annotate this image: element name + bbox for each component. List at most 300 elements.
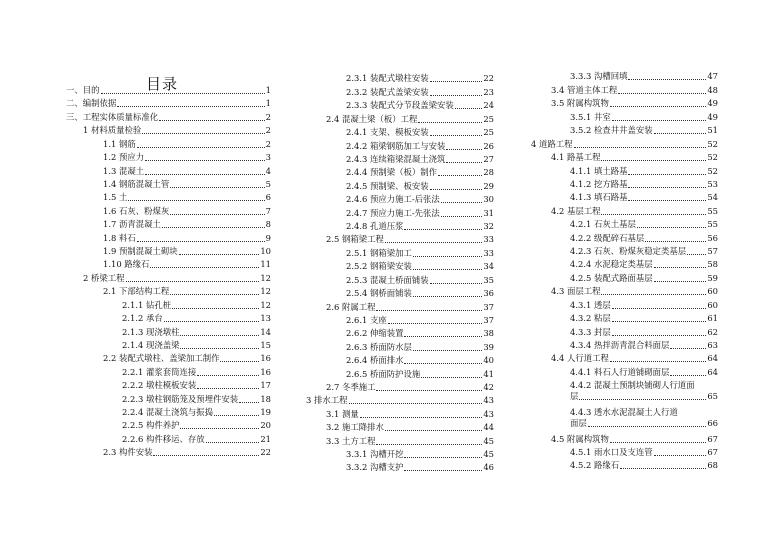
toc-leader-dots	[170, 294, 259, 295]
toc-entry[interactable]	[570, 407, 718, 429]
toc-leader-dots	[360, 417, 483, 418]
toc-entry-title: 4.3.3 封层	[570, 327, 611, 337]
toc-leader-dots	[579, 399, 706, 400]
toc-leader-dots	[117, 106, 264, 107]
toc-page-number: 35	[483, 275, 494, 285]
toc-page-number: 37	[483, 315, 494, 325]
toc-page-number: 61	[707, 313, 718, 323]
toc-page-number: 46	[483, 462, 494, 472]
toc-entry-title: 2.5 钢箱梁工程	[326, 234, 384, 244]
toc-page-number: 14	[260, 327, 271, 337]
toc-entry-title-line: 面层	[570, 418, 587, 428]
toc-page-number: 38	[483, 328, 494, 338]
toc-entry[interactable]	[122, 380, 271, 391]
toc-entry-title: 1 材料质量检验	[83, 125, 142, 135]
toc-page-number: 45	[483, 436, 494, 446]
toc-page-number: 42	[483, 382, 494, 392]
toc-entry-title: 2.3.2 装配式盖梁安装	[346, 87, 429, 97]
toc-page-number: 43	[483, 395, 494, 405]
toc-entry[interactable]	[570, 367, 718, 378]
toc-page-number: 64	[707, 367, 718, 377]
toc-entry-title: 2.2.4 混凝土浇筑与振捣	[122, 407, 213, 417]
toc-page-number: 12	[260, 300, 271, 310]
toc-entry[interactable]	[326, 302, 494, 313]
toc-leader-dots	[654, 281, 707, 282]
toc-entry[interactable]	[570, 313, 718, 324]
toc-leader-dots	[612, 308, 707, 309]
toc-entry[interactable]	[103, 139, 271, 150]
toc-entry-title: 3.4 管道主体工程	[551, 85, 618, 95]
toc-leader-dots	[162, 227, 265, 228]
toc-entry[interactable]	[326, 114, 494, 125]
toc-leader-dots	[180, 335, 259, 336]
toc-page-number: 28	[483, 167, 494, 177]
toc-leader-dots	[446, 162, 482, 163]
toc-leader-dots	[137, 147, 265, 148]
toc-entry-title: 1.6 石灰、粉煤灰	[103, 206, 170, 216]
toc-leader-dots	[654, 267, 707, 268]
toc-entry[interactable]	[570, 327, 718, 338]
toc-page-number: 18	[260, 394, 271, 404]
toc-entry[interactable]	[122, 407, 271, 418]
toc-page-number: 20	[260, 420, 271, 430]
toc-page-number: 22	[260, 447, 271, 457]
toc-entry-title: 2.1.1 钻孔桩	[122, 300, 172, 310]
toc-entry[interactable]	[346, 221, 494, 232]
toc-leader-dots	[588, 426, 707, 427]
toc-entry[interactable]	[326, 436, 494, 447]
toc-entry-title-line: 4.4.2 混凝土预制块铺砌人行道面	[570, 380, 695, 390]
toc-leader-dots	[612, 335, 707, 336]
toc-entry[interactable]	[122, 367, 271, 378]
toc-entry[interactable]	[346, 181, 494, 192]
toc-entry[interactable]	[122, 340, 271, 351]
toc-page-number: 52	[707, 152, 718, 162]
toc-leader-dots	[628, 200, 706, 201]
toc-page-number: 2	[265, 112, 271, 122]
toc-page-number: 55	[707, 206, 718, 216]
toc-entry[interactable]	[570, 192, 718, 203]
toc-page-number: 7	[265, 206, 271, 216]
toc-leader-dots	[413, 256, 482, 257]
toc-entry[interactable]	[306, 395, 494, 406]
toc-entry-title: 3.3 土方工程	[326, 436, 376, 446]
toc-entry[interactable]	[346, 127, 494, 138]
toc-leader-dots	[455, 108, 483, 109]
toc-page-number: 17	[260, 380, 271, 390]
toc-entry[interactable]	[66, 85, 271, 96]
toc-page-number: 23	[483, 87, 494, 97]
toc-leader-dots	[404, 470, 482, 471]
toc-entry[interactable]	[346, 315, 494, 326]
toc-page-number: 31	[483, 208, 494, 218]
toc-entry-title: 2.3 构件安装	[103, 447, 153, 457]
toc-page-number: 67	[707, 447, 718, 457]
toc-page-number: 24	[483, 100, 494, 110]
toc-entry[interactable]	[570, 71, 718, 82]
toc-page-number: 52	[707, 166, 718, 176]
toc-page-number: 9	[265, 233, 271, 243]
toc-entry-title: 4.2.3 石灰、粉煤灰稳定类基层	[570, 246, 687, 256]
toc-entry[interactable]	[570, 259, 718, 270]
toc-entry[interactable]	[346, 342, 494, 353]
toc-page-number: 3	[265, 152, 271, 162]
toc-entry[interactable]	[326, 422, 494, 433]
toc-entry[interactable]	[346, 154, 494, 165]
toc-entry-title: 1.10 路缘石	[103, 259, 150, 269]
toc-entry[interactable]	[122, 327, 271, 338]
toc-page-number: 49	[707, 112, 718, 122]
toc-page-number: 49	[707, 98, 718, 108]
toc-entry[interactable]	[103, 447, 271, 458]
toc-entry[interactable]	[346, 100, 494, 111]
toc-entry-title: 1.1 钢筋	[103, 139, 136, 149]
toc-page-number: 68	[707, 460, 718, 470]
toc-entry[interactable]	[346, 261, 494, 272]
toc-entry-title: 2.4.2 箱梁钢筋加工与安装	[346, 141, 446, 151]
toc-leader-dots	[670, 348, 706, 349]
toc-entry[interactable]	[346, 288, 494, 299]
toc-entry-title: 2.4.5 预制梁、板安装	[346, 181, 429, 191]
toc-leader-dots	[670, 375, 706, 376]
toc-entry-title: 2.4.6 预应力施工-后张法	[346, 194, 440, 204]
toc-entry-title: 2.1.4 现浇盖梁	[122, 340, 180, 350]
toc-page-number: 2	[265, 139, 271, 149]
toc-leader-dots	[654, 455, 707, 456]
toc-entry-title: 1.4 钢筋混凝土管	[103, 179, 170, 189]
toc-entry[interactable]	[103, 259, 271, 270]
toc-entry-title: 4.3.4 热拌沥青混合料面层	[570, 340, 670, 350]
toc-entry-title: 4 道路工程	[531, 139, 573, 149]
toc-page-number: 12	[260, 273, 271, 283]
toc-entry[interactable]	[326, 382, 494, 393]
toc-leader-dots	[404, 229, 482, 230]
toc-leader-dots	[388, 323, 483, 324]
toc-entry-title: 2 桥梁工程	[83, 273, 125, 283]
toc-entry-title: 2.1 下部结构工程	[103, 286, 170, 296]
toc-entry-title: 3.5.1 井室	[570, 112, 611, 122]
toc-leader-dots	[645, 241, 706, 242]
toc-entry[interactable]	[551, 286, 718, 297]
toc-page-number: 33	[483, 234, 494, 244]
toc-leader-dots	[197, 375, 259, 376]
toc-entry[interactable]	[326, 409, 494, 420]
toc-entry-title: 2.2.2 墩柱模板安装	[122, 380, 197, 390]
toc-page-number: 37	[483, 302, 494, 312]
toc-page-number: 21	[260, 434, 271, 444]
toc-leader-dots	[349, 403, 483, 404]
toc-page-number: 1	[265, 85, 271, 95]
toc-page-number: 51	[707, 125, 718, 135]
toc-leader-dots	[126, 281, 260, 282]
toc-entry[interactable]	[103, 233, 271, 244]
toc-leader-dots	[612, 120, 707, 121]
toc-entry-title: 4.5.2 路缘石	[570, 460, 620, 470]
toc-leader-dots	[180, 348, 259, 349]
toc-leader-dots	[239, 402, 259, 403]
toc-entry-title: 3.5 附属构筑物	[551, 98, 609, 108]
toc-entry[interactable]	[551, 152, 718, 163]
toc-entry[interactable]	[346, 328, 494, 339]
toc-page-number: 5	[265, 179, 271, 189]
toc-entry[interactable]	[531, 139, 718, 150]
toc-page-number: 60	[707, 286, 718, 296]
toc-entry-title: 3.3.3 沟槽回填	[570, 71, 628, 81]
toc-entry[interactable]	[570, 460, 718, 471]
toc-leader-dots	[150, 267, 259, 268]
toc-entry[interactable]	[346, 73, 494, 84]
toc-entry-title: 4.2 基层工程	[551, 206, 601, 216]
toc-leader-dots	[170, 214, 264, 215]
toc-entry[interactable]	[83, 273, 271, 284]
toc-entry[interactable]	[346, 449, 494, 460]
toc-entry-title: 4.5 附属构筑物	[551, 434, 609, 444]
toc-leader-dots	[142, 133, 264, 134]
toc-leader-dots	[172, 308, 259, 309]
toc-leader-dots	[164, 321, 260, 322]
toc-entry[interactable]	[103, 192, 271, 203]
toc-leader-dots	[137, 241, 265, 242]
toc-entry[interactable]	[103, 166, 271, 177]
toc-entry-title: 2.5.1 钢箱梁加工	[346, 248, 412, 258]
toc-entry-title: 2.5.4 钢桥面铺装	[346, 288, 412, 298]
toc-page-number: 34	[483, 261, 494, 271]
toc-page-number: 53	[707, 179, 718, 189]
toc-page-number: 27	[483, 154, 494, 164]
toc-entry[interactable]	[551, 85, 718, 96]
toc-entry-title: 二、编制依据	[66, 98, 117, 108]
toc-entry[interactable]	[103, 286, 271, 297]
toc-page-number: 22	[483, 73, 494, 83]
toc-entry-title: 2.4.3 连续箱梁混凝土浇筑	[346, 154, 446, 164]
toc-page-number: 11	[260, 259, 271, 269]
toc-page-number: 62	[707, 327, 718, 337]
toc-leader-dots	[376, 390, 482, 391]
toc-entry[interactable]	[570, 340, 718, 351]
toc-entry[interactable]	[570, 447, 718, 458]
toc-entry[interactable]	[346, 87, 494, 98]
toc-entry-title: 4.4.1 料石人行道铺砌面层	[570, 367, 670, 377]
toc-entry-title: 1.8 料石	[103, 233, 136, 243]
toc-page-number: 30	[483, 194, 494, 204]
toc-leader-dots	[404, 363, 482, 364]
toc-entry[interactable]	[570, 112, 718, 123]
toc-entry-title: 2.7 冬季施工	[326, 382, 376, 392]
toc-leader-dots	[145, 160, 265, 161]
toc-leader-dots	[446, 149, 482, 150]
toc-entry[interactable]	[570, 125, 718, 136]
toc-entry-title: 2.4 混凝土梁（板）工程	[326, 114, 418, 124]
toc-leader-dots	[610, 442, 706, 443]
toc-leader-dots	[610, 361, 706, 362]
toc-page-number: 41	[483, 369, 494, 379]
toc-entry-title-line: 层	[570, 391, 579, 401]
toc-entry[interactable]	[551, 98, 718, 109]
toc-entry-title: 2.6.4 桥面排水	[346, 355, 404, 365]
toc-page-number: 32	[483, 221, 494, 231]
toc-entry[interactable]	[103, 206, 271, 217]
toc-entry[interactable]	[83, 125, 271, 136]
toc-entry-title: 3.2 施工降排水	[326, 422, 384, 432]
toc-entry-title: 4.2.5 装配式路面基层	[570, 273, 653, 283]
toc-leader-dots	[180, 428, 259, 429]
toc-entry-title: 一、目的	[66, 85, 100, 95]
toc-entry-title: 3.5.2 检查井井盖安装	[570, 125, 653, 135]
toc-leader-dots	[612, 321, 707, 322]
toc-entry-title: 2.2.6 构件移运、存放	[122, 434, 205, 444]
toc-leader-dots	[214, 415, 259, 416]
toc-leader-dots	[376, 444, 482, 445]
toc-page-number: 25	[483, 114, 494, 124]
toc-entry[interactable]	[326, 234, 494, 245]
toc-leader-dots	[413, 296, 482, 297]
toc-entry-title: 2.6.2 伸缩装置	[346, 328, 404, 338]
toc-entry[interactable]	[570, 273, 718, 284]
toc-entry-title: 1.3 混凝土	[103, 166, 145, 176]
toc-entry[interactable]	[346, 355, 494, 366]
toc-entry-title: 2.6.5 桥面防护设施	[346, 369, 421, 379]
toc-leader-dots	[628, 174, 706, 175]
toc-entry[interactable]	[346, 275, 494, 286]
toc-leader-dots	[654, 133, 707, 134]
toc-page-number: 57	[707, 246, 718, 256]
toc-entry-title: 1.7 沥青混凝土	[103, 219, 161, 229]
toc-page-number: 52	[707, 139, 718, 149]
toc-leader-dots	[145, 174, 265, 175]
toc-leader-dots	[179, 254, 260, 255]
toc-entry[interactable]	[346, 369, 494, 380]
toc-entry[interactable]	[103, 353, 271, 364]
toc-leader-dots	[637, 227, 706, 228]
toc-entry[interactable]	[346, 248, 494, 259]
toc-entry[interactable]	[103, 152, 271, 163]
toc-page-number: 33	[483, 248, 494, 258]
toc-entry-title: 1.2 预应力	[103, 152, 145, 162]
toc-entry[interactable]	[66, 112, 271, 123]
toc-leader-dots	[404, 336, 482, 337]
toc-entry-title: 4.2.4 水泥稳定类基层	[570, 259, 653, 269]
toc-page-number: 25	[483, 127, 494, 137]
toc-entry-title: 三、工程实体质量标准化	[66, 112, 159, 122]
toc-leader-dots	[430, 189, 483, 190]
toc-page-number: 16	[260, 367, 271, 377]
toc-entry[interactable]	[346, 167, 494, 178]
toc-entry-title: 3 排水工程	[306, 395, 348, 405]
toc-entry-title: 2.6 附属工程	[326, 302, 376, 312]
toc-entry[interactable]	[66, 98, 271, 109]
toc-entry[interactable]	[551, 206, 718, 217]
toc-leader-dots	[574, 147, 707, 148]
toc-entry[interactable]	[570, 219, 718, 230]
toc-entry[interactable]	[122, 434, 271, 445]
toc-page-number: 26	[483, 141, 494, 151]
toc-entry[interactable]	[551, 353, 718, 364]
toc-entry-title: 4.1.2 挖方路基	[570, 179, 628, 189]
toc-leader-dots	[421, 377, 482, 378]
toc-entry[interactable]	[346, 194, 494, 205]
toc-leader-dots	[601, 294, 706, 295]
toc-page-number: 54	[707, 192, 718, 202]
toc-page-number: 55	[707, 219, 718, 229]
toc-page-number: 64	[707, 353, 718, 363]
toc-page-number: 39	[483, 342, 494, 352]
toc-entry-title: 2.4.1 支架、模板安装	[346, 127, 429, 137]
toc-leader-dots	[687, 254, 706, 255]
toc-entry[interactable]	[570, 380, 718, 402]
toc-entry[interactable]	[551, 434, 718, 445]
toc-entry[interactable]	[103, 219, 271, 230]
toc-entry-title: 2.2.3 墩柱钢筋笼及预埋件安装	[122, 394, 239, 404]
toc-leader-dots	[620, 468, 706, 469]
toc-entry-title: 3.3.2 沟槽支护	[346, 462, 404, 472]
toc-entry-title: 4.3 面层工程	[551, 286, 601, 296]
toc-leader-dots	[385, 430, 482, 431]
toc-entry-title: 3.3.1 沟槽开挖	[346, 449, 404, 459]
toc-entry-title: 4.3.2 粘层	[570, 313, 611, 323]
toc-entry[interactable]	[570, 233, 718, 244]
toc-leader-dots	[628, 187, 706, 188]
toc-leader-dots	[128, 200, 264, 201]
toc-entry[interactable]	[122, 420, 271, 431]
toc-leader-dots	[438, 175, 482, 176]
toc-entry-title: 2.3.3 装配式分节段盖梁安装	[346, 100, 454, 110]
toc-page-number: 45	[483, 449, 494, 459]
toc-page-number: 67	[707, 434, 718, 444]
toc-entry-title: 4.3.1 透层	[570, 300, 611, 310]
toc-leader-dots	[430, 95, 483, 96]
toc-entry[interactable]	[122, 300, 271, 311]
toc-leader-dots	[153, 455, 259, 456]
toc-entry-title: 4.4 人行道工程	[551, 353, 609, 363]
toc-page-number: 40	[483, 355, 494, 365]
toc-entry-title: 4.5.1 雨水口及支连管	[570, 447, 653, 457]
toc-entry[interactable]	[570, 179, 718, 190]
toc-leader-dots	[159, 120, 265, 121]
toc-page-number: 44	[483, 422, 494, 432]
toc-entry-title: 2.1.2 承台	[122, 313, 163, 323]
toc-entry-title-line: 4.4.3 透水水泥混凝土人行道	[570, 407, 678, 417]
toc-leader-dots	[441, 202, 483, 203]
toc-entry[interactable]	[346, 141, 494, 152]
toc-entry[interactable]	[346, 462, 494, 473]
toc-page-number: 66	[707, 418, 718, 428]
toc-entry[interactable]	[346, 208, 494, 219]
toc-entry-title: 1.9 预制混凝土砌块	[103, 246, 178, 256]
toc-page-number: 47	[707, 71, 718, 81]
toc-page-number: 48	[707, 85, 718, 95]
toc-entry[interactable]	[570, 166, 718, 177]
toc-entry[interactable]	[570, 246, 718, 257]
toc-entry[interactable]	[122, 313, 271, 324]
toc-entry-title: 2.4.4 预制梁（板）制作	[346, 167, 437, 177]
toc-entry[interactable]	[103, 179, 271, 190]
toc-leader-dots	[430, 81, 483, 82]
toc-leader-dots	[197, 388, 259, 389]
toc-entry[interactable]	[103, 246, 271, 257]
toc-leader-dots	[101, 93, 265, 94]
toc-page-number: 12	[260, 286, 271, 296]
toc-entry-title: 2.6.1 支座	[346, 315, 387, 325]
toc-entry-title: 2.4.7 预应力施工-先张法	[346, 208, 440, 218]
toc-leader-dots	[628, 79, 706, 80]
toc-entry-title: 4.1.1 填土路基	[570, 166, 628, 176]
toc-entry[interactable]	[570, 300, 718, 311]
toc-entry-title: 4.1 路基工程	[551, 152, 601, 162]
toc-entry[interactable]	[122, 394, 271, 405]
toc-leader-dots	[206, 442, 260, 443]
toc-page-number: 10	[260, 246, 271, 256]
toc-entry-title: 2.5.2 钢箱梁安装	[346, 261, 412, 271]
